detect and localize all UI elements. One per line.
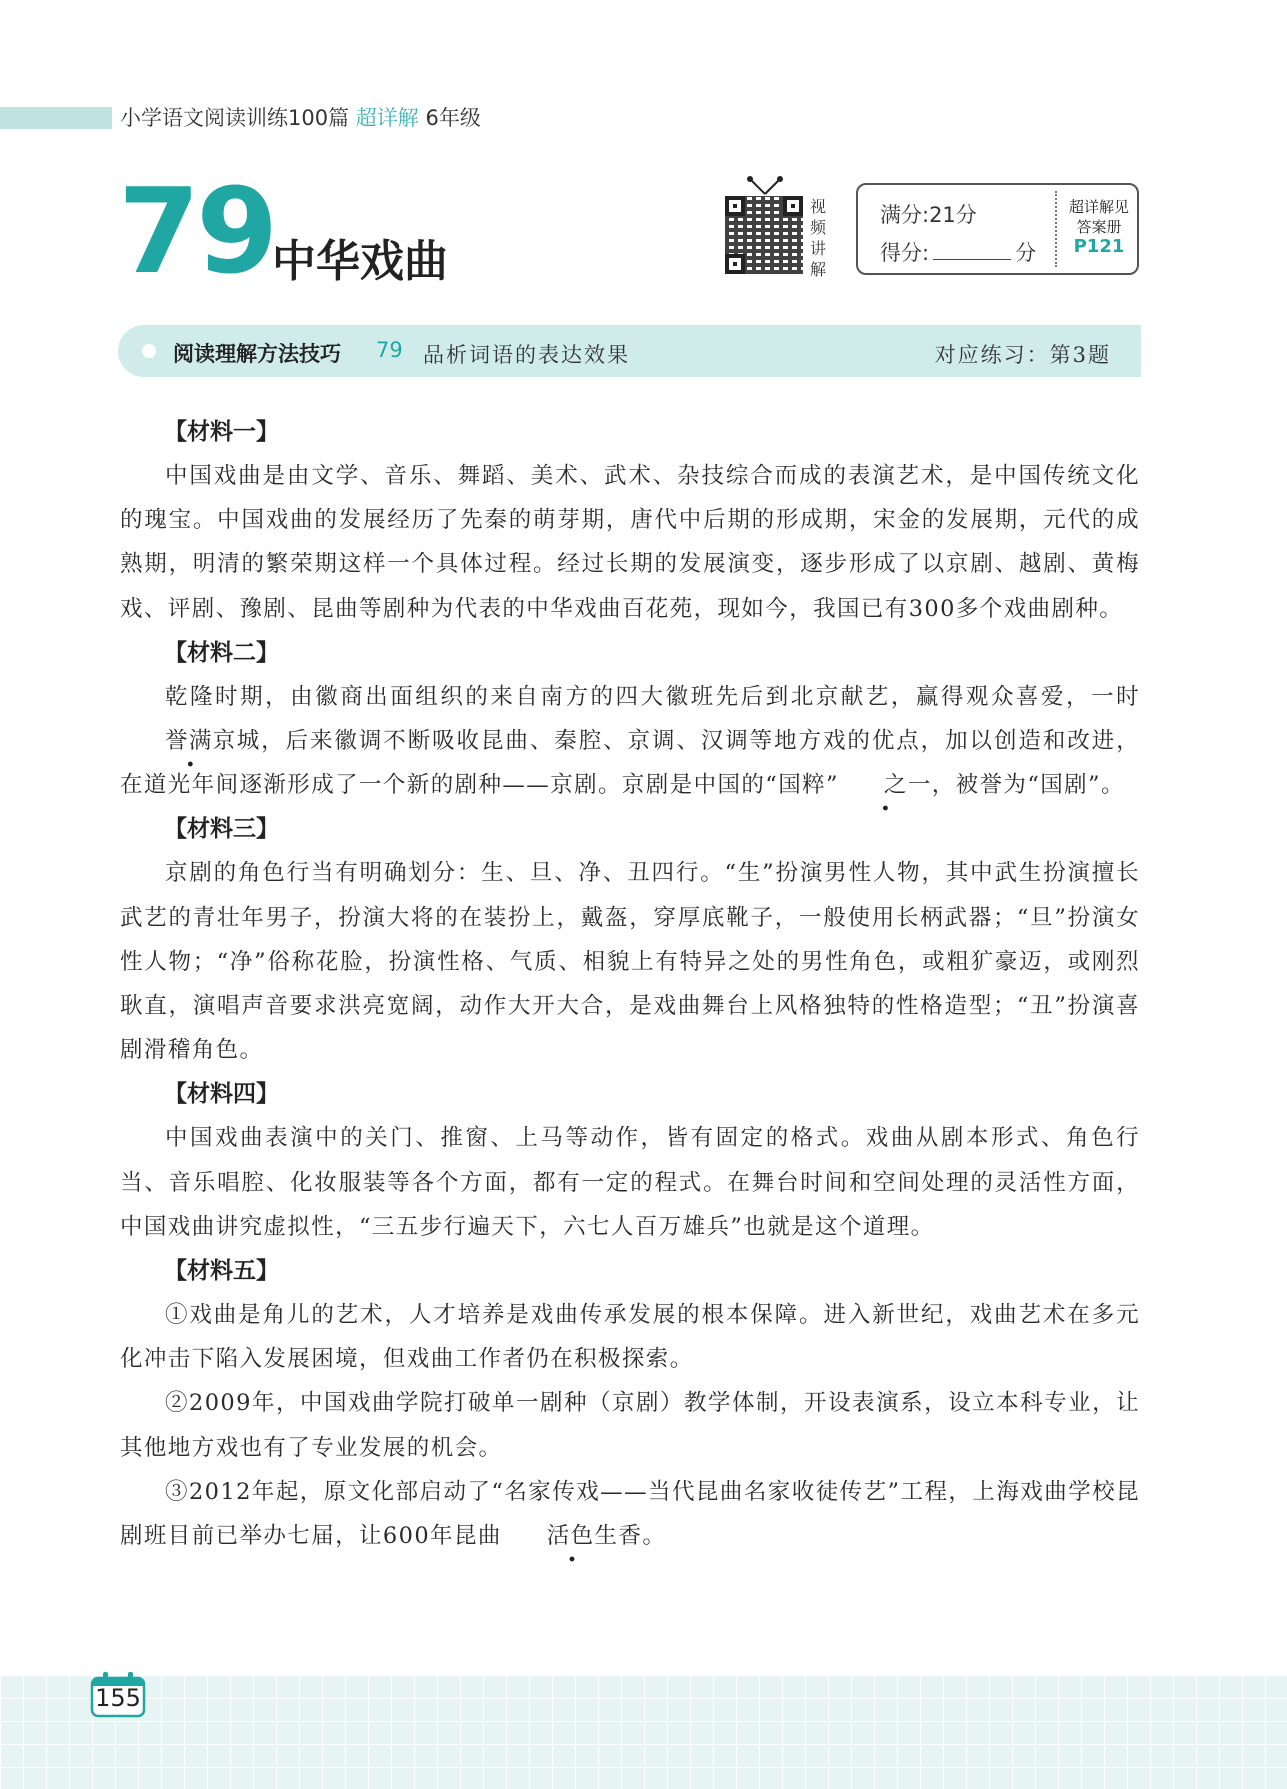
header-accent-bar (0, 107, 112, 129)
lesson-number: 79 (118, 162, 275, 300)
section-title: 【材料五】 (164, 1258, 279, 1285)
score-divider (1055, 191, 1057, 267)
page-badge (90, 1670, 146, 1718)
paragraph: 中国戏曲是由文学、音乐、舞蹈、美术、武术、杂技综合而成的表演艺术，是中国传统文化的瑰宝。中国戏曲的发展经历了先秦的萌芽期，唐代中后期的形成期，宋金的发展期，元代的成熟期，明清的繁荣期这样一个具体过程。经过长期的发展演变，逐步形成了以京剧、越剧、黄梅戏、评剧、豫剧、昆曲等剧种为代表的中华戏曲百花苑，现如今，我国已有300多个戏曲剧种。 (120, 463, 1140, 622)
score-field[interactable]: 得分: 分 (880, 241, 1037, 265)
tip-number: 79 (376, 338, 403, 362)
qr-label: 视 频 讲 解 (809, 197, 826, 279)
section-title: 【材料二】 (164, 639, 279, 666)
paragraph: ②2009年，中国戏曲学院打破单一剧种（京剧）教学体制，开设表演系，设立本科专业，让其他地方戏也有了专业发展的机会。 (120, 1390, 1140, 1461)
antenna-icon (743, 176, 787, 196)
emphasized-phrase: 之一 (839, 763, 932, 813)
qr-finder (783, 196, 803, 216)
grade-label: 6年级 (425, 106, 481, 130)
method-tip-bar (118, 325, 1141, 377)
qr-finder (725, 254, 745, 274)
paragraph: ①戏曲是角儿的艺术，人才培养是戏曲传承发展的根本保障。进入新世纪，戏曲艺术在多元化冲击下陷入发展困境，但戏曲工作者仍在积极探索。 (120, 1302, 1140, 1373)
section-title: 【材料三】 (164, 816, 279, 843)
lesson-title: 中华戏曲 (272, 236, 448, 287)
footer-grid (0, 1676, 1287, 1789)
section-title: 【材料四】 (164, 1081, 279, 1108)
emphasized-phrase: 誉满京城 (120, 719, 261, 769)
qr-code[interactable] (725, 180, 805, 276)
page-number: 155 (95, 1684, 141, 1712)
book-title-accent: 超详解 (355, 106, 419, 130)
paragraph: 乾隆时期，由徽商出面组织的来自南方的四大徽班先后到北京献艺，赢得观众喜爱，一时誉满京城，后来徽调不断吸收昆曲、秦腔、京调、汉调等地方戏的优点，加以创造和改进，在道光年间逐渐形成了一个新的剧种——京剧。京剧是中国的“国粹” 之一，被誉为“国剧”。 (120, 675, 1140, 808)
tip-exercise: 对应练习：第3题 (934, 343, 1111, 367)
section-title: 【材料一】 (164, 419, 279, 445)
answer-page: P121 (1073, 236, 1125, 257)
reading-material (120, 410, 1140, 1558)
emphasized-phrase: 活色生香 (502, 1514, 643, 1564)
paragraph: 京剧的角色行当有明确划分：生、旦、净、丑四行。“生”扮演男性人物，其中武生扮演擅长武艺的青壮年男子，扮演大将的在装扮上，戴盔，穿厚底靴子，一般使用长柄武器；“旦”扮演女性人物；“净”俗称花脸，扮演性格、气质、相貌上有特异之处的男性角色，或粗犷豪迈，或刚烈耿直，演唱声音要求洪亮宽阔，动作大开大合，是戏曲舞台上风格独特的性格造型；“丑”扮演喜剧滑稽角色。 (120, 860, 1140, 1064)
paragraph: ③2012年起，原文化部启动了“名家传戏——当代昆曲名家收徒传艺”工程，上海戏曲学校昆剧班目前已举办七届，让600年昆曲 活色生香。 (120, 1470, 1140, 1558)
book-title: 小学语文阅读训练100篇 超详解 6年级 (120, 106, 481, 130)
score-box (856, 183, 1139, 275)
tip-description: 品析词语的表达效果 (423, 343, 630, 367)
answer-reference: 超详解见 答案册 P121 (1068, 198, 1129, 257)
tip-label: 阅读理解方法技巧 (173, 342, 341, 366)
qr-finder (725, 196, 745, 216)
full-score: 满分:21分 (880, 203, 977, 227)
paragraph: 中国戏曲表演中的关门、推窗、上马等动作，皆有固定的格式。戏曲从剧本形式、角色行当、音乐唱腔、化妆服装等各个方面，都有一定的程式。在舞台时间和空间处理的灵活性方面，中国戏曲讲究虚拟性，“三五步行遍天下，六七人百万雄兵”也就是这个道理。 (120, 1125, 1140, 1240)
score-blank[interactable] (933, 241, 1011, 260)
bullet-icon (142, 344, 156, 358)
